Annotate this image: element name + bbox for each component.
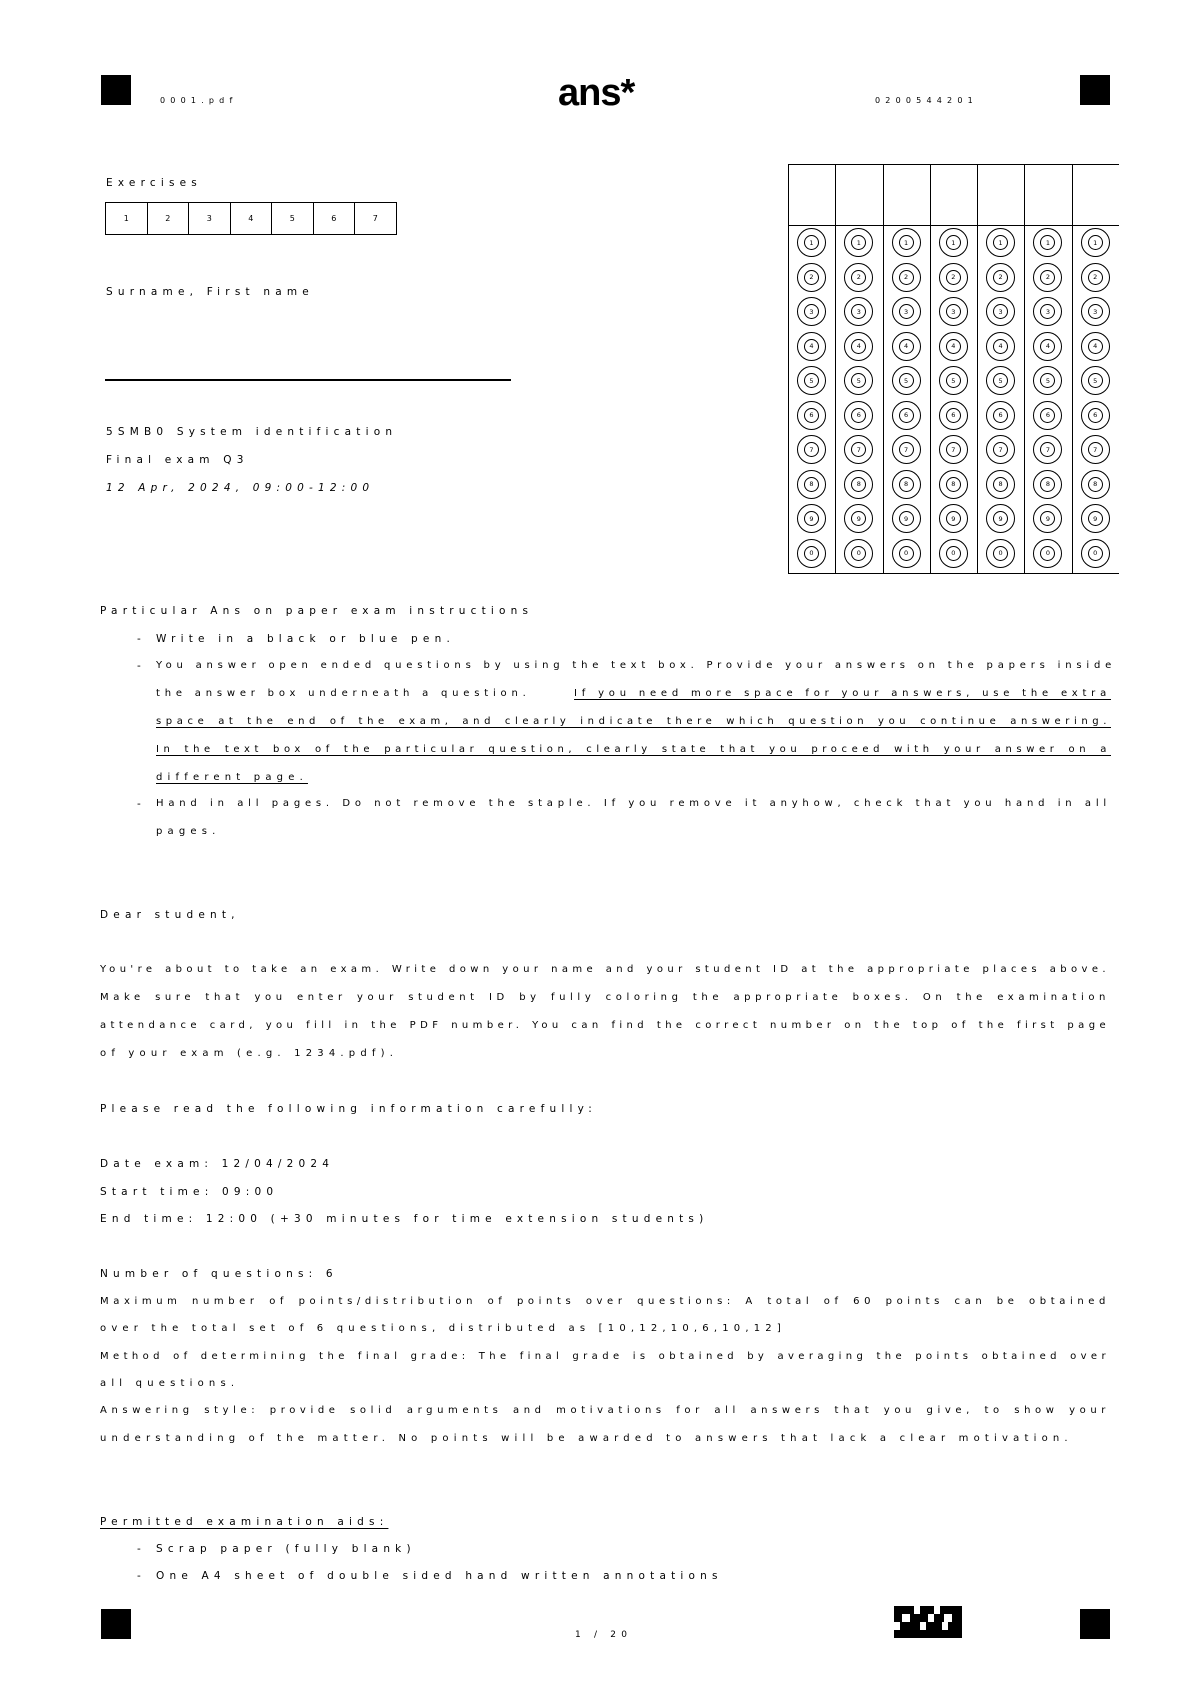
student-id-bubble[interactable]	[1033, 435, 1062, 464]
student-id-bubble[interactable]	[892, 470, 921, 499]
bubble-digit: 9	[899, 511, 914, 526]
bubble-digit: 0	[1040, 546, 1055, 561]
student-id-bubble[interactable]	[1081, 263, 1110, 292]
student-id-bubble[interactable]	[1033, 297, 1062, 326]
bubble-digit: 6	[946, 408, 961, 423]
student-id-bubble[interactable]	[844, 539, 873, 568]
method-line2: all questions.	[100, 1378, 240, 1389]
bubble-digit: 9	[1040, 511, 1055, 526]
instruction-extra-space-text: If you need more space for your answers, use the extra	[574, 688, 1111, 699]
bubble-digit: 1	[804, 235, 819, 250]
student-id-bubble[interactable]	[986, 332, 1015, 361]
student-id-bubble[interactable]	[939, 366, 968, 395]
student-id-bubble[interactable]	[1033, 470, 1062, 499]
exercise-number: 1	[123, 214, 129, 223]
student-id-bubble[interactable]	[1081, 470, 1110, 499]
bubble-digit: 5	[851, 373, 866, 388]
student-id-column	[789, 165, 836, 573]
student-id-bubble[interactable]	[1081, 435, 1110, 464]
student-id-bubble[interactable]	[892, 366, 921, 395]
instructions-heading: Particular Ans on paper exam instructions	[100, 605, 534, 617]
instruction-answers-line4: In the text box of the particular question, clearly state that you proceed with your answer on a	[156, 744, 1111, 755]
student-id-bubble[interactable]	[986, 263, 1015, 292]
student-id-digit-box[interactable]	[978, 165, 1024, 226]
greeting: Dear student,	[100, 909, 240, 921]
name-label: Surname, First name	[106, 286, 314, 298]
bubble-digit: 6	[804, 408, 819, 423]
bubble-digit: 2	[851, 270, 866, 285]
max-points-line2: over the total set of 6 questions, distributed as [10,12,10,6,10,12]	[100, 1323, 786, 1334]
bubble-digit: 1	[1088, 235, 1103, 250]
instruction-answers-line5: different page.	[156, 772, 308, 783]
student-id-bubble[interactable]	[797, 366, 826, 395]
student-id-bubble[interactable]	[844, 401, 873, 430]
bubble-digit: 9	[993, 511, 1008, 526]
bubble-digit: 0	[1088, 546, 1103, 561]
aids-heading: Permitted examination aids:	[100, 1516, 389, 1528]
bubble-digit: 8	[993, 477, 1008, 492]
bubble-digit: 7	[1088, 442, 1103, 457]
student-id-bubble[interactable]	[1081, 297, 1110, 326]
bullet-dash: -	[137, 798, 141, 810]
bubble-digit: 5	[993, 373, 1008, 388]
student-id-bubble[interactable]	[797, 228, 826, 257]
bubble-digit: 2	[899, 270, 914, 285]
exam-title: Final exam Q3	[106, 454, 249, 466]
bubble-digit: 8	[1040, 477, 1055, 492]
exercise-box[interactable]	[106, 203, 147, 234]
student-id-grid	[788, 164, 1119, 574]
student-id-bubble[interactable]	[939, 228, 968, 257]
aid-scrap-paper: Scrap paper (fully blank)	[156, 1543, 416, 1555]
student-id-digit-box[interactable]	[884, 165, 930, 226]
student-id-column	[1025, 165, 1072, 573]
student-id-bubble[interactable]	[797, 504, 826, 533]
student-id-bubble[interactable]	[1033, 366, 1062, 395]
intro-line2: Make sure that you enter your student ID by fully coloring the appropriate boxes. On the examination	[100, 992, 1110, 1003]
student-id-column	[884, 165, 931, 573]
student-id-bubble[interactable]	[939, 539, 968, 568]
bubble-digit: 6	[1040, 408, 1055, 423]
bubble-digit: 7	[804, 442, 819, 457]
student-id-bubble[interactable]	[844, 435, 873, 464]
student-id-bubble[interactable]	[986, 228, 1015, 257]
course-name: 5SMB0 System identification	[106, 426, 398, 438]
bubble-digit: 3	[1040, 304, 1055, 319]
exam-code: 0200544201	[875, 96, 978, 105]
student-id-bubble[interactable]	[797, 435, 826, 464]
student-id-bubble[interactable]	[986, 401, 1015, 430]
student-id-bubble[interactable]	[844, 228, 873, 257]
bubble-digit: 2	[946, 270, 961, 285]
student-id-column	[836, 165, 883, 573]
bubble-digit: 7	[1040, 442, 1055, 457]
student-id-bubble[interactable]	[797, 297, 826, 326]
bubble-digit: 4	[1040, 339, 1055, 354]
read-carefully: Please read the following information carefully:	[100, 1103, 597, 1115]
student-id-bubble[interactable]	[1081, 332, 1110, 361]
student-id-bubble[interactable]	[1081, 539, 1110, 568]
student-id-column	[1073, 165, 1119, 573]
exercise-box[interactable]	[230, 203, 272, 234]
bubble-digit: 4	[946, 339, 961, 354]
bubble-digit: 7	[851, 442, 866, 457]
brand-logo: ans*	[558, 72, 635, 114]
student-id-bubble[interactable]	[892, 297, 921, 326]
aid-a4-sheet: One A4 sheet of double sided hand written annotations	[156, 1570, 723, 1582]
student-id-bubble[interactable]	[892, 539, 921, 568]
student-id-bubble[interactable]	[844, 470, 873, 499]
student-id-digit-box[interactable]	[836, 165, 882, 226]
bubble-digit: 3	[804, 304, 819, 319]
student-id-bubble[interactable]	[892, 228, 921, 257]
page-barcode	[894, 1606, 962, 1638]
registration-mark-top-left	[101, 75, 131, 105]
exercise-box[interactable]	[147, 203, 189, 234]
exercise-number: 4	[248, 214, 254, 223]
bubble-digit: 1	[851, 235, 866, 250]
student-id-bubble[interactable]	[939, 263, 968, 292]
student-id-bubble[interactable]	[1081, 366, 1110, 395]
student-id-bubble[interactable]	[1033, 332, 1062, 361]
bubble-digit: 3	[851, 304, 866, 319]
bubble-digit: 0	[899, 546, 914, 561]
bubble-digit: 4	[1088, 339, 1103, 354]
student-id-bubble[interactable]	[844, 332, 873, 361]
student-id-bubble[interactable]	[939, 470, 968, 499]
student-id-bubble[interactable]	[986, 297, 1015, 326]
bubble-digit: 2	[1040, 270, 1055, 285]
answering-style-line1: Answering style: provide solid arguments and motivations for all answers that you give, to show your	[100, 1405, 1110, 1416]
student-id-digit-box[interactable]	[1073, 165, 1119, 226]
bubble-digit: 8	[899, 477, 914, 492]
instruction-answers-text: the answer box underneath a question.	[156, 688, 531, 699]
student-id-digit-box[interactable]	[789, 165, 835, 226]
bubble-digit: 5	[1088, 373, 1103, 388]
student-id-bubble[interactable]	[892, 263, 921, 292]
bubble-digit: 2	[1088, 270, 1103, 285]
student-id-digit-box[interactable]	[931, 165, 977, 226]
instruction-answers-line1: You answer open ended questions by using the text box. Provide your answers on the papers inside	[156, 660, 1117, 671]
registration-mark-bottom-left	[101, 1609, 131, 1639]
answering-style-line2: understanding of the matter. No points will be awarded to answers that lack a clear motivation.	[100, 1433, 1073, 1444]
bubble-digit: 0	[946, 546, 961, 561]
student-id-bubble[interactable]	[939, 332, 968, 361]
student-id-bubble[interactable]	[1033, 263, 1062, 292]
student-id-bubble[interactable]	[797, 470, 826, 499]
student-id-bubble[interactable]	[1033, 539, 1062, 568]
student-id-bubble[interactable]	[892, 504, 921, 533]
student-id-bubble[interactable]	[892, 435, 921, 464]
student-id-bubble[interactable]	[986, 470, 1015, 499]
bubble-digit: 0	[804, 546, 819, 561]
bubble-digit: 1	[993, 235, 1008, 250]
instruction-answers-line2	[156, 688, 1111, 699]
bubble-digit: 1	[946, 235, 961, 250]
exam-date: Date exam: 12/04/2024	[100, 1158, 335, 1170]
exercise-number: 7	[372, 214, 378, 223]
bubble-digit: 0	[851, 546, 866, 561]
exercise-number: 5	[289, 214, 295, 223]
bubble-digit: 9	[1088, 511, 1103, 526]
exercise-number: 3	[206, 214, 212, 223]
student-id-bubble[interactable]	[986, 504, 1015, 533]
student-id-bubble[interactable]	[844, 297, 873, 326]
student-id-bubble[interactable]	[844, 504, 873, 533]
bubble-digit: 6	[1088, 408, 1103, 423]
student-id-bubble[interactable]	[986, 366, 1015, 395]
exercise-box[interactable]	[188, 203, 230, 234]
exercises-label: Exercises	[106, 177, 202, 189]
bubble-digit: 7	[899, 442, 914, 457]
bubble-digit: 0	[993, 546, 1008, 561]
bubble-digit: 6	[993, 408, 1008, 423]
exercise-number: 2	[165, 214, 171, 223]
bullet-dash: -	[137, 1543, 141, 1555]
bubble-digit: 5	[946, 373, 961, 388]
bubble-digit: 8	[804, 477, 819, 492]
bubble-digit: 6	[899, 408, 914, 423]
bullet-dash: -	[137, 633, 141, 645]
bullet-dash: -	[137, 1570, 141, 1582]
student-id-bubble[interactable]	[844, 366, 873, 395]
bubble-digit: 8	[946, 477, 961, 492]
exercise-number: 6	[331, 214, 337, 223]
student-id-column	[978, 165, 1025, 573]
bullet-dash: -	[137, 660, 141, 672]
name-write-line[interactable]	[105, 379, 511, 381]
page-number: 1 / 20	[575, 1630, 633, 1640]
bubble-digit: 7	[993, 442, 1008, 457]
bubble-digit: 3	[993, 304, 1008, 319]
bubble-digit: 1	[899, 235, 914, 250]
bubble-digit: 4	[899, 339, 914, 354]
student-id-bubble[interactable]	[797, 332, 826, 361]
bubble-digit: 1	[1040, 235, 1055, 250]
student-id-bubble[interactable]	[844, 263, 873, 292]
student-id-bubble[interactable]	[939, 435, 968, 464]
method-line1: Method of determining the final grade: The final grade is obtained by averaging the points obtained over	[100, 1351, 1110, 1362]
bubble-digit: 4	[804, 339, 819, 354]
max-points-line1: Maximum number of points/distribution of points over questions: A total of 60 points can be obtained	[100, 1296, 1110, 1307]
exercise-box[interactable]	[271, 203, 313, 234]
student-id-bubble[interactable]	[986, 539, 1015, 568]
instruction-pages-line2: pages.	[156, 826, 221, 837]
bubble-digit: 3	[946, 304, 961, 319]
bubble-digit: 9	[851, 511, 866, 526]
registration-mark-top-right	[1080, 75, 1110, 105]
intro-line3: attendance card, you fill in the PDF number. You can find the correct number on the top of the first page	[100, 1020, 1110, 1031]
student-id-bubble[interactable]	[939, 401, 968, 430]
bubble-digit: 4	[993, 339, 1008, 354]
pdf-id: 0001.pdf	[160, 96, 238, 105]
bubble-digit: 7	[946, 442, 961, 457]
start-time: Start time: 09:00	[100, 1186, 279, 1198]
registration-mark-bottom-right	[1080, 1609, 1110, 1639]
bubble-digit: 2	[993, 270, 1008, 285]
student-id-bubble[interactable]	[1033, 228, 1062, 257]
bubble-digit: 5	[1040, 373, 1055, 388]
student-id-bubble[interactable]	[986, 435, 1015, 464]
instruction-pages-line1: Hand in all pages. Do not remove the staple. If you remove it anyhow, check that you hand in all	[156, 798, 1111, 809]
student-id-bubble[interactable]	[797, 263, 826, 292]
bubble-digit: 6	[851, 408, 866, 423]
bubble-digit: 5	[804, 373, 819, 388]
instruction-answers-line3: space at the end of the exam, and clearly indicate there which question you continue answering.	[156, 716, 1111, 727]
number-of-questions: Number of questions: 6	[100, 1268, 338, 1280]
student-id-bubble[interactable]	[892, 332, 921, 361]
bubble-digit: 8	[851, 477, 866, 492]
student-id-bubble[interactable]	[892, 401, 921, 430]
bubble-digit: 2	[804, 270, 819, 285]
bubble-digit: 4	[851, 339, 866, 354]
exercise-box[interactable]	[313, 203, 355, 234]
instruction-pen: Write in a black or blue pen.	[156, 633, 455, 645]
student-id-bubble[interactable]	[1081, 228, 1110, 257]
exercise-grid	[105, 202, 397, 235]
student-id-bubble[interactable]	[1081, 504, 1110, 533]
student-id-bubble[interactable]	[939, 297, 968, 326]
exam-datetime: 12 Apr, 2024, 09:00-12:00	[106, 482, 375, 494]
student-id-bubble[interactable]	[797, 401, 826, 430]
bubble-digit: 3	[899, 304, 914, 319]
student-id-bubble[interactable]	[797, 539, 826, 568]
bubble-digit: 9	[804, 511, 819, 526]
student-id-bubble[interactable]	[1033, 504, 1062, 533]
intro-line1: You're about to take an exam. Write down your name and your student ID at the appropriate places above.	[100, 964, 1110, 975]
intro-line4: of your exam (e.g. 1234.pdf).	[100, 1048, 399, 1059]
bubble-digit: 5	[899, 373, 914, 388]
student-id-bubble[interactable]	[1081, 401, 1110, 430]
bubble-digit: 9	[946, 511, 961, 526]
bubble-digit: 8	[1088, 477, 1103, 492]
student-id-digit-box[interactable]	[1025, 165, 1071, 226]
student-id-column	[931, 165, 978, 573]
student-id-bubble[interactable]	[939, 504, 968, 533]
bubble-digit: 3	[1088, 304, 1103, 319]
student-id-bubble[interactable]	[1033, 401, 1062, 430]
end-time: End time: 12:00 (+30 minutes for time extension students)	[100, 1213, 709, 1225]
exercise-box[interactable]	[354, 203, 396, 234]
